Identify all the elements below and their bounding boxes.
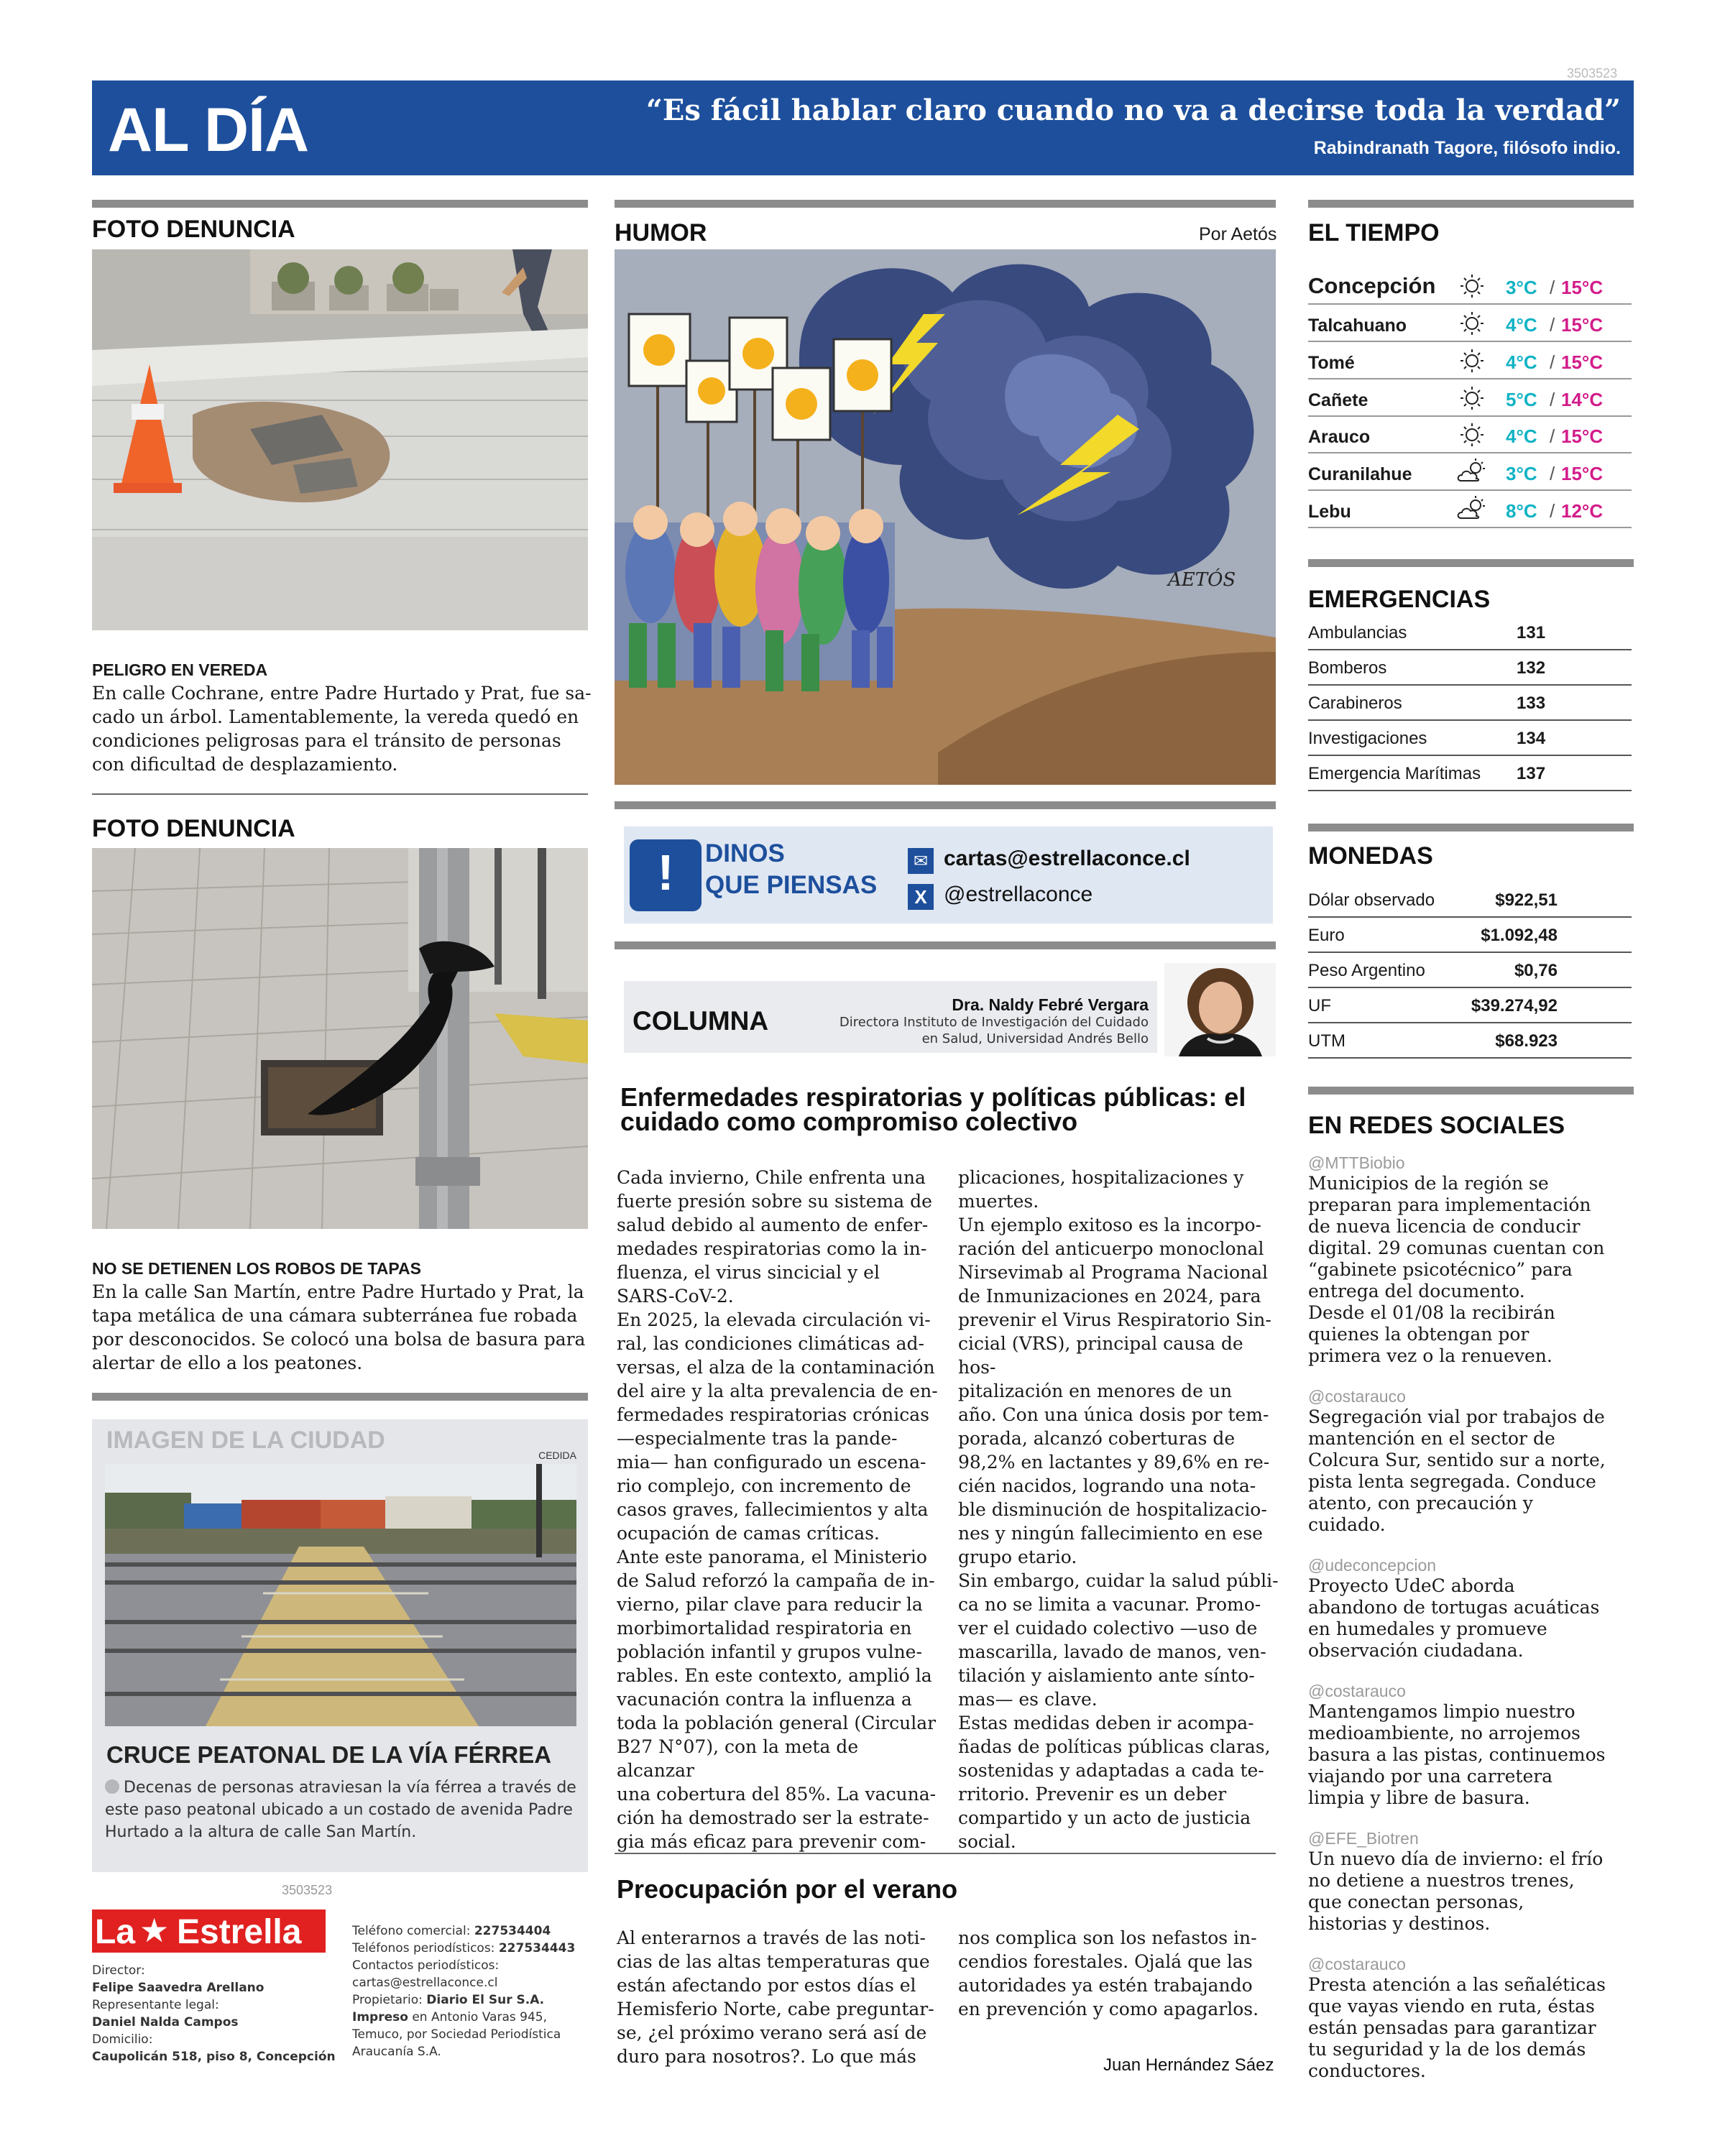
column-role1: Directora Instituto de Investigación del Cuidado (839, 1015, 1149, 1030)
post-line: no detiene a nuestros trenes, (1308, 1870, 1575, 1891)
temp-max: 15°C (1561, 314, 1604, 336)
text-line: mia— han configurado un escena- (617, 1452, 926, 1473)
city-image-title: CRUCE PEATONAL DE LA VÍA FÉRREA (106, 1741, 552, 1768)
cartoon-signature: AETÓS (1168, 569, 1236, 591)
row-label: Emergencia Marítimas (1308, 764, 1481, 783)
exclamation-icon: ! (630, 839, 702, 911)
weather-row: Concepción 3°C / 15°C (1308, 266, 1632, 305)
text-line: vierno, pilar clave para reducir la (617, 1594, 923, 1615)
text-line: cién nacidos, logrando una nota- (958, 1475, 1256, 1496)
letter-text-col2 (958, 1926, 1282, 2021)
weather-row: Cañete 5°C / 14°C (1308, 381, 1632, 417)
humor-heading: HUMOR (615, 219, 707, 247)
table-row (1308, 883, 1632, 918)
divider (1308, 1087, 1634, 1095)
text-line: gia más eficaz para prevenir com- (617, 1831, 926, 1852)
author-portrait (1164, 963, 1276, 1056)
stolen-cover-photo (92, 848, 588, 1229)
weather-heading: EL TIEMPO (1308, 219, 1440, 247)
text-line: muertes. (958, 1191, 1039, 1212)
table-row (1308, 615, 1632, 650)
social-heading: EN REDES SOCIALES (1308, 1112, 1565, 1139)
weather-row: Tomé 4°C / 15°C (1308, 344, 1632, 379)
city-name: Lebu (1308, 502, 1351, 522)
temp-min: 3°C (1506, 463, 1537, 484)
temp-min: 8°C (1506, 500, 1537, 522)
text-line: —especialmente tras la pande- (617, 1428, 898, 1449)
text-line: Un ejemplo exitoso es la incorpo- (958, 1215, 1261, 1235)
divider (1308, 559, 1634, 567)
weather-table (1308, 266, 1634, 539)
social-posts (1308, 1153, 1634, 2102)
text-line: cias de las altas temperaturas que (617, 1951, 930, 1972)
bullet-icon (105, 1779, 119, 1794)
weather-row: Curanilahue 3°C / 15°C (1308, 455, 1632, 491)
city-name: Arauco (1308, 427, 1371, 447)
foto1-title: PELIGRO EN VEREDA (92, 660, 268, 679)
text-line: se, ¿el próximo verano será así de (617, 2022, 927, 2043)
table-row (1308, 953, 1632, 988)
sidewalk-damage-photo (92, 249, 588, 630)
dinos-line1: DINOS (705, 839, 785, 867)
text-line: fuerte presión sobre su sistema de (617, 1191, 932, 1212)
post-line: historias y destinos. (1308, 1913, 1491, 1934)
post-line: Desde el 01/08 la recibirán (1308, 1302, 1555, 1323)
partly-cloudy-icon (1455, 456, 1489, 488)
post-line: mantención en el sector de (1308, 1428, 1555, 1449)
post-line: atento, con precaución y (1308, 1493, 1533, 1514)
social-post (1308, 1829, 1634, 1935)
city-name: Talcahuano (1308, 315, 1407, 336)
table-row (1308, 988, 1632, 1023)
text-line: medades respiratorias como la in- (617, 1238, 927, 1259)
post-line: Presta atención a las señaléticas (1308, 1974, 1606, 1995)
text-line: toda la población general (Circular (617, 1713, 937, 1733)
social-handle[interactable]: @costarauco (1308, 1387, 1406, 1406)
table-row (1308, 686, 1632, 721)
row-label: UTM (1308, 1031, 1346, 1051)
weather-row: Arauco 4°C / 15°C (1308, 418, 1632, 453)
city-image-caption: Decenas de personas atraviesan la vía férrea a través de este paso peatonal ubicado a un costado de avenida Padre Hurtado a la altura de calle San Martín. (105, 1779, 576, 1841)
text-line: porada, alcanzó coberturas de (958, 1428, 1236, 1449)
letter-text-col1 (617, 1926, 940, 2068)
text-line: 98,2% en lactantes y 89,6% en re- (958, 1452, 1270, 1473)
text-line: mas— es clave. (958, 1689, 1098, 1710)
city-name: Cañete (1308, 390, 1368, 410)
row-label: Peso Argentino (1308, 961, 1425, 980)
text-line: ca no se limita a vacunar. Promo- (958, 1594, 1261, 1615)
page-code-bottom: 3503523 (282, 1883, 333, 1897)
temp-max: 14°C (1561, 389, 1604, 410)
text-line: año. Con una única dosis por tem- (958, 1404, 1269, 1425)
table-row (1308, 650, 1632, 686)
row-value: 132 (1517, 658, 1546, 678)
humor-byline: Por Aetós (1199, 224, 1277, 244)
sun-icon (1455, 419, 1489, 451)
text-line: rritorio. Prevenir es un deber (958, 1784, 1227, 1805)
text-line: ración del anticuerpo monoclonal (958, 1238, 1264, 1259)
row-label: UF (1308, 996, 1331, 1015)
quote-author: Rabindranath Tagore, filósofo indio. (1313, 138, 1621, 158)
post-line: quienes la obtengan por (1308, 1324, 1530, 1345)
post-line: conductores. (1308, 2060, 1426, 2081)
social-handle[interactable]: @EFE_Biotren (1308, 1829, 1419, 1848)
column-author: Dra. Naldy Febré Vergara (952, 995, 1149, 1014)
sun-icon (1455, 308, 1489, 339)
post-line: que vayas viendo en ruta, éstas (1308, 1996, 1595, 2017)
post-line: preparan para implementación (1308, 1194, 1591, 1215)
foto1-text: En calle Cochrane, entre Padre Hurtado y Prat, fue sa- cado un árbol. Lamentablemente, la vereda quedó en condiciones peligrosas para el tránsito de personas con dificultad de desplazamiento. (92, 683, 592, 775)
contact-box (624, 826, 1273, 923)
post-line: basura a las pistas, continuemos (1308, 1744, 1606, 1765)
text-line: fluenza, el virus sincicial y el (617, 1262, 880, 1283)
text-line: duro para nosotros?. Lo que más (617, 2046, 916, 2067)
post-line: están pensadas para garantizar (1308, 2017, 1596, 2038)
row-value: 133 (1517, 694, 1546, 713)
table-row (1308, 756, 1632, 791)
contact-social[interactable]: @estrellaconce (944, 883, 1093, 906)
social-post (1308, 1387, 1634, 1536)
post-line: tu seguridad y la de los demás (1308, 2039, 1586, 2060)
partly-cloudy-icon (1455, 494, 1489, 525)
text-line: del aire y la alta prevalencia de en- (617, 1381, 938, 1401)
divider (615, 941, 1276, 949)
temp-max: 15°C (1561, 277, 1604, 298)
row-value: 134 (1517, 729, 1546, 748)
mail-icon: ✉ (908, 848, 934, 874)
divider (92, 793, 588, 795)
divider (92, 200, 588, 208)
column-label: COLUMNA (632, 1006, 769, 1036)
post-line: limpia y libre de basura. (1308, 1787, 1530, 1808)
text-line: de Inmunizaciones en 2024, para (958, 1286, 1261, 1307)
text-line: ble disminución de hospitalizacio- (958, 1499, 1267, 1520)
text-line: en prevención y como apagarlos. (958, 1999, 1259, 2019)
city-image-heading: IMAGEN DE LA CIUDAD (106, 1427, 385, 1454)
post-line: pista lenta segregada. Conduce (1308, 1471, 1596, 1492)
row-value: $1.092,48 (1481, 926, 1558, 945)
post-line: medioambiente, no arrojemos (1308, 1723, 1581, 1743)
text-line: B27 N°07), con la meta de alcanzar (617, 1736, 859, 1781)
emergencies-table (1308, 615, 1634, 795)
post-line: Un nuevo día de invierno: el frío (1308, 1848, 1604, 1869)
text-line: vacunación contra la influenza a (617, 1689, 912, 1710)
post-line: Colcura Sur, sentido sur a norte, (1308, 1450, 1606, 1470)
contact-email[interactable]: cartas@estrellaconce.cl (944, 847, 1190, 870)
temp-max: 15°C (1561, 351, 1604, 373)
humor-cartoon (615, 249, 1276, 785)
text-line: fermedades respiratorias crónicas (617, 1404, 929, 1425)
text-line: salud debido al aumento de enfer- (617, 1215, 929, 1235)
text-line: pitalización en menores de un (958, 1381, 1233, 1401)
row-value: $922,51 (1495, 890, 1558, 910)
row-value: $39.274,92 (1471, 996, 1558, 1015)
temp-min: 4°C (1506, 314, 1537, 336)
foto2-title: NO SE DETIENEN LOS ROBOS DE TAPAS (92, 1259, 421, 1278)
text-line: Nirsevimab al Programa Nacional (958, 1262, 1269, 1283)
weather-row: Talcahuano 4°C / 15°C (1308, 306, 1632, 342)
table-row (1308, 721, 1632, 756)
row-label: Euro (1308, 926, 1345, 945)
column-header (624, 981, 1157, 1053)
row-value: $68.923 (1495, 1031, 1558, 1051)
post-line: Segregación vial por trabajos de (1308, 1406, 1605, 1427)
post-line: entrega del documento. (1308, 1281, 1525, 1302)
social-handle[interactable]: @costarauco (1308, 1955, 1406, 1973)
text-line: versas, el alza de la contaminación (617, 1357, 935, 1378)
column-text-col1 (617, 1166, 940, 1853)
post-line: en humedales y promueve (1308, 1618, 1547, 1639)
text-line: morbimortalidad respiratoria en (617, 1618, 912, 1639)
text-line: rables. En este contexto, amplió la (617, 1665, 932, 1686)
text-line: sostenidas y adaptadas a cada te- (958, 1760, 1264, 1781)
divider (615, 801, 1276, 809)
text-line: Al enterarnos a través de las noti- (617, 1927, 926, 1948)
railway-crossing-photo (105, 1464, 576, 1726)
text-line: una cobertura del 85%. La vacuna- (617, 1784, 937, 1805)
social-handle[interactable]: @udeconcepcion (1308, 1556, 1437, 1575)
star-icon: ★ (139, 1911, 170, 1950)
column-text-col2 (958, 1166, 1282, 1853)
row-value: $0,76 (1514, 961, 1558, 980)
city-image-box (92, 1419, 588, 1872)
photo-credit: CEDIDA (538, 1450, 576, 1461)
text-line: SARS-CoV-2. (617, 1286, 734, 1307)
temp-min: 4°C (1506, 425, 1537, 447)
text-line: Estas medidas deben ir acompa- (958, 1713, 1254, 1733)
social-handle[interactable]: @costarauco (1308, 1682, 1406, 1700)
text-line: social. (958, 1831, 1016, 1852)
social-post (1308, 1153, 1634, 1367)
text-line: plicaciones, hospitalizaciones y (958, 1167, 1244, 1188)
divider (92, 1393, 588, 1401)
text-line: mascarilla, lavado de manos, ven- (958, 1641, 1266, 1662)
text-line: autoridades ya estén trabajando (958, 1975, 1253, 1996)
post-line: observación ciudadana. (1308, 1640, 1524, 1661)
text-line: En 2025, la elevada circulación vi- (617, 1309, 931, 1330)
text-line: casos graves, fallecimientos y alta (617, 1499, 929, 1520)
post-line: cuidado. (1308, 1514, 1386, 1535)
text-line: prevenir el Virus Respiratorio Sin- (958, 1309, 1271, 1330)
row-label: Carabineros (1308, 694, 1402, 713)
post-line: primera vez o la renueven. (1308, 1345, 1552, 1366)
divider (615, 1853, 1276, 1854)
section-header (92, 80, 1634, 175)
social-post (1308, 1682, 1634, 1809)
dinos-line2: QUE PIENSAS (705, 871, 878, 899)
row-value: 131 (1517, 623, 1546, 642)
text-line: tilación y aislamiento ante sínto- (958, 1665, 1255, 1686)
divider (615, 200, 1276, 208)
temp-min: 3°C (1506, 277, 1537, 298)
footer-credits: Director: Felipe Saavedra Arellano Representante legal: Daniel Nalda Campos Domicilio: Caupolicán 518, piso 8, Concepción (92, 1963, 336, 2064)
text-line: cendios forestales. Ojalá que las (958, 1951, 1253, 1972)
newspaper-logo: La ★ Estrella (92, 1909, 326, 1953)
text-line: ñadas de políticas públicas claras, (958, 1736, 1271, 1757)
text-line: cicial (VRS), principal causa de hos- (958, 1333, 1243, 1378)
foto-denuncia-heading-2: FOTO DENUNCIA (92, 815, 295, 842)
text-line: Ante este panorama, el Ministerio (617, 1547, 927, 1567)
text-line: población infantil y grupos vulne- (617, 1641, 922, 1662)
row-label: Ambulancias (1308, 623, 1407, 642)
text-line: Cada invierno, Chile enfrenta una (617, 1167, 926, 1188)
temp-max: 12°C (1561, 500, 1604, 522)
social-post (1308, 1955, 1634, 2082)
table-row (1308, 1023, 1632, 1059)
currency-heading: MONEDAS (1308, 842, 1433, 870)
row-label: Investigaciones (1308, 729, 1427, 748)
footer-contacts: Teléfono comercial: 227534404 Teléfonos periodísticos: 227534443 Contactos periodísticos: cartas@estrellaconce.cl Propietario: Diario El Sur S.A. Impreso en Antonio Varas 945, Temuco, por Sociedad Periodística Araucanía S.A. (352, 1924, 576, 2059)
sun-icon (1455, 345, 1489, 377)
post-line: que conectan personas, (1308, 1892, 1524, 1912)
table-row (1308, 918, 1632, 953)
city-name: Tomé (1308, 353, 1355, 373)
sun-icon (1455, 382, 1489, 414)
post-line: Municipios de la región se (1308, 1173, 1549, 1194)
sun-icon (1455, 270, 1489, 302)
column-title: Enfermedades respiratorias y políticas públicas: el cuidado como compromiso colectivo (620, 1082, 1246, 1136)
text-line: nos complica son los nefastos in- (958, 1927, 1257, 1948)
currency-table (1308, 883, 1634, 1062)
text-line: rio complejo, con incremento de (617, 1475, 911, 1496)
text-line: están afectando por estos días el (617, 1975, 916, 1996)
row-label: Dólar observado (1308, 890, 1435, 910)
city-name: Concepción (1308, 273, 1436, 298)
post-line: abandono de tortugas acuáticas (1308, 1597, 1600, 1618)
post-line: digital. 29 comunas cuentan con (1308, 1238, 1605, 1258)
text-line: nes y ningún fallecimiento en ese (958, 1523, 1263, 1544)
column-role2: en Salud, Universidad Andrés Bello (921, 1031, 1149, 1046)
text-line: ver el cuidado colectivo —uso de (958, 1618, 1258, 1639)
text-line: ocupación de camas críticas. (617, 1523, 880, 1544)
text-line: Hemisferio Norte, cabe preguntar- (617, 1999, 934, 2019)
x-social-icon: X (908, 884, 934, 910)
weather-row: Lebu 8°C / 12°C (1308, 492, 1632, 528)
text-line: grupo etario. (958, 1547, 1077, 1567)
letter-title: Preocupación por el verano (617, 1874, 958, 1904)
post-line: “gabinete psicotécnico” para (1308, 1259, 1573, 1280)
post-line: Mantengamos limpio nuestro (1308, 1701, 1576, 1722)
page-code: 3503523 (1567, 66, 1618, 80)
social-post (1308, 1556, 1634, 1662)
temp-min: 5°C (1506, 389, 1537, 410)
text-line: de Salud reforzó la campaña de in- (617, 1570, 935, 1591)
social-handle[interactable]: @MTTBiobio (1308, 1153, 1405, 1172)
divider (1308, 824, 1634, 831)
header-quote: “Es fácil hablar claro cuando no va a decirse toda la verdad” (645, 93, 1621, 127)
text-line: ción ha demostrado ser la estrate- (617, 1807, 929, 1828)
temp-min: 4°C (1506, 351, 1537, 373)
text-line: ral, las condiciones climáticas ad- (617, 1333, 924, 1354)
section-title: AL DÍA (108, 96, 309, 165)
divider (1308, 200, 1634, 208)
post-line: viajando por una carretera (1308, 1766, 1553, 1787)
post-line: de nueva licencia de conducir (1308, 1216, 1581, 1237)
foto2-text: En la calle San Martín, entre Padre Hurtado y Prat, la tapa metálica de una cámara subterránea fue robada por desconocidos. Se colocó una bolsa de basura para alertar de ello a los peatones. (92, 1281, 586, 1373)
foto-denuncia-heading: FOTO DENUNCIA (92, 216, 295, 243)
temp-max: 15°C (1561, 425, 1604, 447)
city-name: Curanilahue (1308, 464, 1412, 484)
row-value: 137 (1517, 764, 1546, 783)
temp-max: 15°C (1561, 463, 1604, 484)
post-line: Proyecto UdeC aborda (1308, 1575, 1515, 1596)
row-label: Bomberos (1308, 658, 1387, 678)
letter-signature: Juan Hernández Sáez (1103, 2055, 1274, 2075)
text-line: Sin embargo, cuidar la salud públi- (958, 1570, 1279, 1591)
emergencies-heading: EMERGENCIAS (1308, 586, 1491, 613)
text-line: compartido y un acto de justicia (958, 1807, 1251, 1828)
